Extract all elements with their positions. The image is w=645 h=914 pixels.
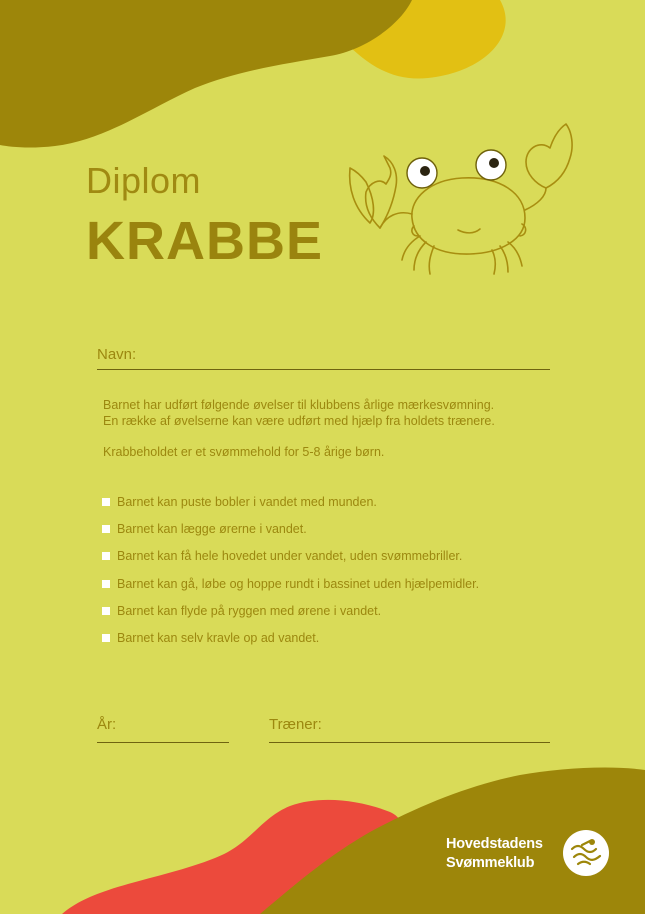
checklist-item bbox=[102, 515, 479, 542]
club-logo bbox=[446, 829, 616, 881]
intro-text bbox=[103, 397, 495, 429]
swimmer-logo-icon bbox=[562, 829, 610, 877]
coach-line[interactable] bbox=[269, 742, 550, 743]
club-name-line-2: Svømmeklub bbox=[446, 855, 535, 871]
checklist-item-label: Barnet kan gå, løbe og hoppe rundt i bassinet uden hjælpemidler. bbox=[117, 576, 480, 591]
club-name bbox=[446, 835, 543, 873]
checkbox[interactable] bbox=[102, 607, 110, 615]
name-label: Navn: bbox=[97, 346, 137, 363]
checkbox[interactable] bbox=[102, 552, 110, 560]
checkbox[interactable] bbox=[102, 580, 110, 588]
diploma-title: KRABBE bbox=[86, 211, 324, 271]
checklist-item bbox=[102, 597, 479, 624]
exercise-checklist bbox=[102, 488, 479, 652]
year-line[interactable] bbox=[97, 742, 229, 743]
checklist-item-label: Barnet kan lægge ørerne i vandet. bbox=[117, 521, 307, 536]
crab-icon bbox=[340, 118, 580, 288]
checklist-item bbox=[102, 570, 479, 597]
coach-label: Træner: bbox=[269, 716, 322, 733]
checklist-item bbox=[102, 543, 479, 570]
intro-line-2: En række af øvelserne kan være udført med hjælp fra holdets trænere. bbox=[103, 414, 495, 428]
club-name-line-1: Hovedstadens bbox=[446, 836, 543, 852]
checkbox[interactable] bbox=[102, 525, 110, 533]
diploma-subtitle: Diplom bbox=[86, 160, 202, 201]
name-line[interactable] bbox=[97, 369, 550, 370]
year-label: År: bbox=[97, 716, 117, 733]
checklist-item bbox=[102, 624, 479, 651]
checkbox[interactable] bbox=[102, 634, 110, 642]
checkbox[interactable] bbox=[102, 498, 110, 506]
checklist-item-label: Barnet kan få hele hovedet under vandet, uden svømmebriller. bbox=[117, 549, 463, 564]
checklist-item-label: Barnet kan puste bobler i vandet med munden. bbox=[117, 494, 377, 509]
checklist-item-label: Barnet kan flyde på ryggen med ørene i vandet. bbox=[117, 603, 382, 618]
checklist-item bbox=[102, 488, 479, 515]
intro-line-1: Barnet har udført følgende øvelser til klubbens årlige mærkesvømning. bbox=[103, 398, 495, 412]
checklist-item-label: Barnet kan selv kravle op ad vandet. bbox=[117, 631, 320, 646]
intro-line-3: Krabbeholdet er et svømmehold for 5-8 årige børn. bbox=[103, 445, 385, 459]
